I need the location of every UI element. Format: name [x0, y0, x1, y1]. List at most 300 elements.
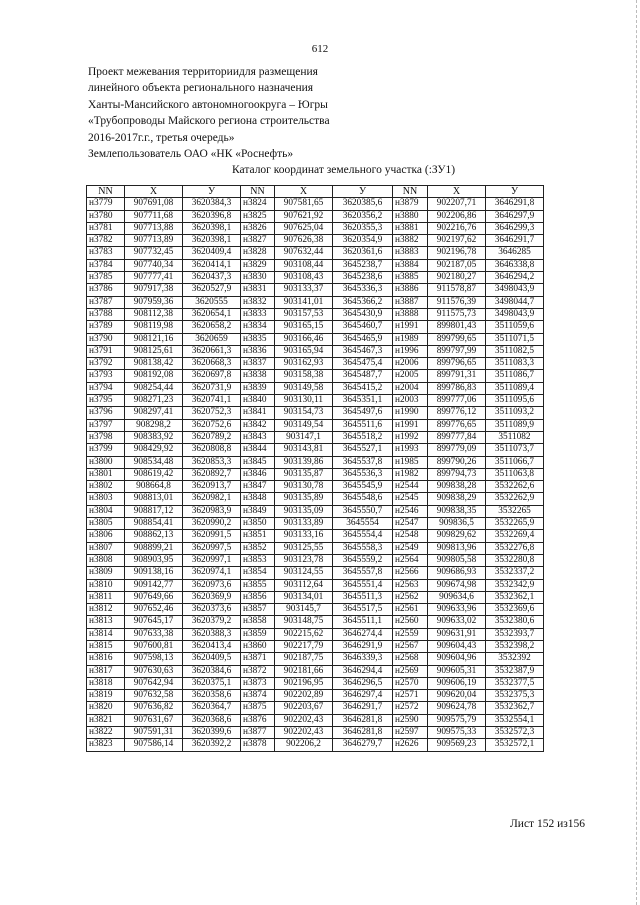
y-coordinate-cell: 3532572,1 — [486, 739, 544, 751]
x-coordinate-cell: 909634,6 — [428, 591, 486, 603]
point-id-cell: н2569 — [393, 665, 428, 677]
y-coordinate-cell: 3532369,6 — [486, 604, 544, 616]
table-row — [87, 468, 544, 480]
y-coordinate-cell: 3620658,2 — [183, 321, 241, 333]
y-coordinate-cell: 3645537,8 — [333, 456, 393, 468]
table-row — [87, 395, 544, 407]
header-line: «Трубопроводы Майского региона строительства — [88, 115, 330, 128]
table-row — [87, 579, 544, 591]
y-coordinate-cell: 3620668,3 — [183, 358, 241, 370]
x-coordinate-cell: 902206,86 — [428, 210, 486, 222]
point-id-cell: н3884 — [393, 259, 428, 271]
point-id-cell: н3779 — [87, 198, 125, 210]
x-coordinate-cell: 903145,7 — [275, 604, 333, 616]
y-coordinate-cell: 3620396,8 — [183, 210, 241, 222]
x-coordinate-cell: 909838,35 — [428, 505, 486, 517]
point-id-cell: н2548 — [393, 530, 428, 542]
table-row — [87, 567, 544, 579]
point-id-cell: н3808 — [87, 554, 125, 566]
y-coordinate-cell: 3620973,6 — [183, 579, 241, 591]
x-coordinate-cell: 907581,65 — [275, 198, 333, 210]
x-coordinate-cell: 899786,83 — [428, 382, 486, 394]
y-coordinate-cell: 3645548,6 — [333, 493, 393, 505]
point-id-cell: н2006 — [393, 358, 428, 370]
point-id-cell: н3843 — [241, 431, 275, 443]
y-coordinate-cell: 3645511,3 — [333, 591, 393, 603]
y-coordinate-cell: 3620398,1 — [183, 222, 241, 234]
y-coordinate-cell: 3620752,3 — [183, 407, 241, 419]
x-coordinate-cell: 902196,78 — [428, 247, 486, 259]
point-id-cell: н1990 — [393, 407, 428, 419]
point-id-cell: н3879 — [393, 198, 428, 210]
table-row — [87, 505, 544, 517]
x-coordinate-cell: 899790,26 — [428, 456, 486, 468]
x-coordinate-cell: 903133,89 — [275, 518, 333, 530]
y-coordinate-cell: 3646294,2 — [486, 272, 544, 284]
x-coordinate-cell: 909604,96 — [428, 653, 486, 665]
y-coordinate-cell: 3532262,6 — [486, 481, 544, 493]
point-id-cell: н3781 — [87, 222, 125, 234]
x-coordinate-cell: 909604,43 — [428, 640, 486, 652]
point-id-cell: н3833 — [241, 308, 275, 320]
point-id-cell: н2572 — [393, 702, 428, 714]
table-row — [87, 739, 544, 751]
point-id-cell: н3790 — [87, 333, 125, 345]
y-coordinate-cell: 3620997,1 — [183, 554, 241, 566]
x-coordinate-cell: 899776,12 — [428, 407, 486, 419]
y-coordinate-cell: 3511071,5 — [486, 333, 544, 345]
point-id-cell: н1991 — [393, 419, 428, 431]
x-coordinate-cell: 907642,94 — [125, 677, 183, 689]
y-coordinate-cell: 3620892,7 — [183, 468, 241, 480]
y-coordinate-cell: 3511089,9 — [486, 419, 544, 431]
x-coordinate-cell: 908429,92 — [125, 444, 183, 456]
y-coordinate-cell: 3646297,9 — [486, 210, 544, 222]
x-coordinate-cell: 908298,2 — [125, 419, 183, 431]
x-coordinate-cell: 907598,13 — [125, 653, 183, 665]
x-coordinate-cell: 902203,67 — [275, 702, 333, 714]
x-coordinate-cell: 902202,43 — [275, 727, 333, 739]
y-coordinate-cell: 3532554,1 — [486, 714, 544, 726]
point-id-cell: н3780 — [87, 210, 125, 222]
x-coordinate-cell: 911576,39 — [428, 296, 486, 308]
y-coordinate-cell: 3646281,8 — [333, 727, 393, 739]
point-id-cell: н3876 — [241, 714, 275, 726]
point-id-cell: н3789 — [87, 321, 125, 333]
y-coordinate-cell: 3620409,4 — [183, 247, 241, 259]
table-row — [87, 542, 544, 554]
point-id-cell: н3835 — [241, 333, 275, 345]
y-coordinate-cell: 3646285 — [486, 247, 544, 259]
point-id-cell: н3785 — [87, 272, 125, 284]
point-id-cell: н3856 — [241, 591, 275, 603]
point-id-cell: н3877 — [241, 727, 275, 739]
column-header: У — [333, 186, 393, 198]
point-id-cell: н2568 — [393, 653, 428, 665]
y-coordinate-cell: 3511082,5 — [486, 345, 544, 357]
x-coordinate-cell: 909631,91 — [428, 628, 486, 640]
point-id-cell: н3830 — [241, 272, 275, 284]
x-coordinate-cell: 903133,37 — [275, 284, 333, 296]
point-id-cell: н3836 — [241, 345, 275, 357]
point-id-cell: н3814 — [87, 628, 125, 640]
y-coordinate-cell: 3620913,7 — [183, 481, 241, 493]
y-coordinate-cell: 3620741,1 — [183, 395, 241, 407]
point-id-cell: н3832 — [241, 296, 275, 308]
point-id-cell: н3874 — [241, 690, 275, 702]
x-coordinate-cell: 899794,73 — [428, 468, 486, 480]
header-line: Ханты-Мансийского автономногоокруга – Югры — [88, 98, 328, 111]
y-coordinate-cell: 3645366,2 — [333, 296, 393, 308]
table-row — [87, 481, 544, 493]
coordinates-table — [86, 185, 544, 752]
y-coordinate-cell: 3645536,3 — [333, 468, 393, 480]
point-id-cell: н3809 — [87, 567, 125, 579]
point-id-cell: н3834 — [241, 321, 275, 333]
table-row — [87, 358, 544, 370]
y-coordinate-cell: 3645511,6 — [333, 419, 393, 431]
y-coordinate-cell: 3645475,4 — [333, 358, 393, 370]
x-coordinate-cell: 899777,06 — [428, 395, 486, 407]
point-id-cell: н3883 — [393, 247, 428, 259]
y-coordinate-cell: 3532377,5 — [486, 677, 544, 689]
point-id-cell: н3844 — [241, 444, 275, 456]
y-coordinate-cell: 3620392,2 — [183, 739, 241, 751]
x-coordinate-cell: 903157,53 — [275, 308, 333, 320]
y-coordinate-cell: 3532280,8 — [486, 554, 544, 566]
point-id-cell: н1989 — [393, 333, 428, 345]
x-coordinate-cell: 907652,46 — [125, 604, 183, 616]
point-id-cell: н3845 — [241, 456, 275, 468]
y-coordinate-cell: 3532265,9 — [486, 518, 544, 530]
point-id-cell: н3819 — [87, 690, 125, 702]
point-id-cell: н3848 — [241, 493, 275, 505]
point-id-cell: н2560 — [393, 616, 428, 628]
y-coordinate-cell: 3646296,5 — [333, 677, 393, 689]
point-id-cell: н3841 — [241, 407, 275, 419]
y-coordinate-cell: 3532337,2 — [486, 567, 544, 579]
x-coordinate-cell: 907645,17 — [125, 616, 183, 628]
x-coordinate-cell: 903165,94 — [275, 345, 333, 357]
x-coordinate-cell: 902187,05 — [428, 259, 486, 271]
point-id-cell: н3851 — [241, 530, 275, 542]
y-coordinate-cell: 3645559,2 — [333, 554, 393, 566]
table-row — [87, 665, 544, 677]
y-coordinate-cell: 3620361,6 — [333, 247, 393, 259]
y-coordinate-cell: 3620654,1 — [183, 308, 241, 320]
y-coordinate-cell: 3511093,2 — [486, 407, 544, 419]
x-coordinate-cell: 902207,71 — [428, 198, 486, 210]
x-coordinate-cell: 907625,04 — [275, 222, 333, 234]
table-row — [87, 518, 544, 530]
y-coordinate-cell: 3620990,2 — [183, 518, 241, 530]
x-coordinate-cell: 903125,55 — [275, 542, 333, 554]
point-id-cell: н2545 — [393, 493, 428, 505]
x-coordinate-cell: 909836,5 — [428, 518, 486, 530]
point-id-cell: н2571 — [393, 690, 428, 702]
table-row — [87, 345, 544, 357]
x-coordinate-cell: 908112,38 — [125, 308, 183, 320]
x-coordinate-cell: 899799,65 — [428, 333, 486, 345]
point-id-cell: н2547 — [393, 518, 428, 530]
x-coordinate-cell: 899779,09 — [428, 444, 486, 456]
x-coordinate-cell: 907711,68 — [125, 210, 183, 222]
y-coordinate-cell: 3645545,9 — [333, 481, 393, 493]
x-coordinate-cell: 908192,08 — [125, 370, 183, 382]
x-coordinate-cell: 902180,27 — [428, 272, 486, 284]
point-id-cell: н3840 — [241, 395, 275, 407]
y-coordinate-cell: 3532393,7 — [486, 628, 544, 640]
point-id-cell: н3811 — [87, 591, 125, 603]
x-coordinate-cell: 908817,12 — [125, 505, 183, 517]
y-coordinate-cell: 3645487,7 — [333, 370, 393, 382]
sheet-footer: Лист 152 из156 — [510, 818, 586, 830]
x-coordinate-cell: 909633,02 — [428, 616, 486, 628]
point-id-cell: н3839 — [241, 382, 275, 394]
x-coordinate-cell: 903149,54 — [275, 419, 333, 431]
point-id-cell: н2597 — [393, 727, 428, 739]
point-id-cell: н3822 — [87, 727, 125, 739]
y-coordinate-cell: 3645511,1 — [333, 616, 393, 628]
point-id-cell: н1996 — [393, 345, 428, 357]
table-row — [87, 407, 544, 419]
y-coordinate-cell: 3645550,7 — [333, 505, 393, 517]
point-id-cell: н3831 — [241, 284, 275, 296]
point-id-cell: н3837 — [241, 358, 275, 370]
x-coordinate-cell: 909686,93 — [428, 567, 486, 579]
table-row — [87, 222, 544, 234]
x-coordinate-cell: 909138,16 — [125, 567, 183, 579]
point-id-cell: н3820 — [87, 702, 125, 714]
x-coordinate-cell: 908619,42 — [125, 468, 183, 480]
point-id-cell: н3850 — [241, 518, 275, 530]
y-coordinate-cell: 3645558,3 — [333, 542, 393, 554]
table-row — [87, 493, 544, 505]
x-coordinate-cell: 903154,73 — [275, 407, 333, 419]
x-coordinate-cell: 907633,38 — [125, 628, 183, 640]
x-coordinate-cell: 907631,67 — [125, 714, 183, 726]
table-row — [87, 714, 544, 726]
point-id-cell: н3859 — [241, 628, 275, 640]
x-coordinate-cell: 903147,1 — [275, 431, 333, 443]
x-coordinate-cell: 909575,33 — [428, 727, 486, 739]
point-id-cell: н3823 — [87, 739, 125, 751]
x-coordinate-cell: 909569,23 — [428, 739, 486, 751]
point-id-cell: н3786 — [87, 284, 125, 296]
point-id-cell: н3858 — [241, 616, 275, 628]
x-coordinate-cell: 909838,28 — [428, 481, 486, 493]
point-id-cell: н3871 — [241, 653, 275, 665]
point-id-cell: н2566 — [393, 567, 428, 579]
column-header: NN — [87, 186, 125, 198]
x-coordinate-cell: 908903,95 — [125, 554, 183, 566]
table-row — [87, 210, 544, 222]
point-id-cell: н3838 — [241, 370, 275, 382]
x-coordinate-cell: 903133,16 — [275, 530, 333, 542]
header-line: Землепользователь ОАО «НК «Роснефть» — [88, 148, 294, 161]
y-coordinate-cell: 3620789,2 — [183, 431, 241, 443]
table-row — [87, 530, 544, 542]
y-coordinate-cell: 3645238,7 — [333, 259, 393, 271]
x-coordinate-cell: 902197,62 — [428, 235, 486, 247]
y-coordinate-cell: 3620555 — [183, 296, 241, 308]
x-coordinate-cell: 899796,65 — [428, 358, 486, 370]
y-coordinate-cell: 3620409,5 — [183, 653, 241, 665]
x-coordinate-cell: 909805,58 — [428, 554, 486, 566]
y-coordinate-cell: 3645460,7 — [333, 321, 393, 333]
point-id-cell: н3826 — [241, 222, 275, 234]
x-coordinate-cell: 907636,82 — [125, 702, 183, 714]
x-coordinate-cell: 908899,21 — [125, 542, 183, 554]
point-id-cell: н3847 — [241, 481, 275, 493]
point-id-cell: н3855 — [241, 579, 275, 591]
x-coordinate-cell: 903108,44 — [275, 259, 333, 271]
x-coordinate-cell: 908534,48 — [125, 456, 183, 468]
y-coordinate-cell: 3532269,4 — [486, 530, 544, 542]
column-header: NN — [241, 186, 275, 198]
y-coordinate-cell: 3645351,1 — [333, 395, 393, 407]
point-id-cell: н2004 — [393, 382, 428, 394]
point-id-cell: н3794 — [87, 382, 125, 394]
point-id-cell: н3886 — [393, 284, 428, 296]
column-header: У — [486, 186, 544, 198]
x-coordinate-cell: 903165,15 — [275, 321, 333, 333]
header-line: линейного объекта регионального назначения — [88, 82, 314, 95]
y-coordinate-cell: 3620354,9 — [333, 235, 393, 247]
point-id-cell: н3824 — [241, 198, 275, 210]
header-line: 2016-2017г.г., третья очередь» — [88, 131, 235, 144]
point-id-cell: н2570 — [393, 677, 428, 689]
x-coordinate-cell: 902202,43 — [275, 714, 333, 726]
column-header: X — [428, 186, 486, 198]
table-row — [87, 444, 544, 456]
point-id-cell: н3805 — [87, 518, 125, 530]
point-id-cell: н3795 — [87, 395, 125, 407]
point-id-cell: н3802 — [87, 481, 125, 493]
y-coordinate-cell: 3620384,6 — [183, 665, 241, 677]
point-id-cell: н3881 — [393, 222, 428, 234]
y-coordinate-cell: 3620982,1 — [183, 493, 241, 505]
x-coordinate-cell: 907959,36 — [125, 296, 183, 308]
x-coordinate-cell: 899776,65 — [428, 419, 486, 431]
y-coordinate-cell: 3532387,9 — [486, 665, 544, 677]
x-coordinate-cell: 909829,62 — [428, 530, 486, 542]
y-coordinate-cell: 3511066,7 — [486, 456, 544, 468]
x-coordinate-cell: 903135,89 — [275, 493, 333, 505]
x-coordinate-cell: 902187,75 — [275, 653, 333, 665]
table-row — [87, 321, 544, 333]
x-coordinate-cell: 908383,92 — [125, 431, 183, 443]
y-coordinate-cell: 3620364,7 — [183, 702, 241, 714]
x-coordinate-cell: 903135,09 — [275, 505, 333, 517]
table-row — [87, 296, 544, 308]
point-id-cell: н2546 — [393, 505, 428, 517]
x-coordinate-cell: 903134,01 — [275, 591, 333, 603]
y-coordinate-cell: 3511082 — [486, 431, 544, 443]
point-id-cell: н2005 — [393, 370, 428, 382]
x-coordinate-cell: 903166,46 — [275, 333, 333, 345]
y-coordinate-cell: 3620983,9 — [183, 505, 241, 517]
point-id-cell: н3842 — [241, 419, 275, 431]
x-coordinate-cell: 908297,41 — [125, 407, 183, 419]
point-id-cell: н3793 — [87, 370, 125, 382]
point-id-cell: н3810 — [87, 579, 125, 591]
point-id-cell: н2564 — [393, 554, 428, 566]
point-id-cell: н3792 — [87, 358, 125, 370]
x-coordinate-cell: 909575,79 — [428, 714, 486, 726]
x-coordinate-cell: 907630,63 — [125, 665, 183, 677]
point-id-cell: н3813 — [87, 616, 125, 628]
x-coordinate-cell: 907626,38 — [275, 235, 333, 247]
x-coordinate-cell: 907632,58 — [125, 690, 183, 702]
y-coordinate-cell: 3620399,6 — [183, 727, 241, 739]
point-id-cell: н2559 — [393, 628, 428, 640]
x-coordinate-cell: 903139,86 — [275, 456, 333, 468]
table-row — [87, 198, 544, 210]
y-coordinate-cell: 3646299,3 — [486, 222, 544, 234]
y-coordinate-cell: 3532362,7 — [486, 702, 544, 714]
y-coordinate-cell: 3620413,4 — [183, 640, 241, 652]
x-coordinate-cell: 903130,78 — [275, 481, 333, 493]
y-coordinate-cell: 3620974,1 — [183, 567, 241, 579]
x-coordinate-cell: 902206,2 — [275, 739, 333, 751]
x-coordinate-cell: 903148,75 — [275, 616, 333, 628]
x-coordinate-cell: 902216,76 — [428, 222, 486, 234]
table-row — [87, 259, 544, 271]
point-id-cell: н3818 — [87, 677, 125, 689]
y-coordinate-cell: 3620991,5 — [183, 530, 241, 542]
y-coordinate-cell: 3646291,9 — [333, 640, 393, 652]
table-row — [87, 272, 544, 284]
point-id-cell: н1985 — [393, 456, 428, 468]
point-id-cell: н3803 — [87, 493, 125, 505]
y-coordinate-cell: 3620368,6 — [183, 714, 241, 726]
x-coordinate-cell: 908121,16 — [125, 333, 183, 345]
y-coordinate-cell: 3511095,6 — [486, 395, 544, 407]
page-number: 612 — [311, 43, 329, 55]
table-row — [87, 308, 544, 320]
x-coordinate-cell: 908862,13 — [125, 530, 183, 542]
point-id-cell: н3817 — [87, 665, 125, 677]
table-row — [87, 554, 544, 566]
x-coordinate-cell: 903158,38 — [275, 370, 333, 382]
y-coordinate-cell: 3532362,1 — [486, 591, 544, 603]
y-coordinate-cell: 3532265 — [486, 505, 544, 517]
x-coordinate-cell: 903141,01 — [275, 296, 333, 308]
point-id-cell: н3784 — [87, 259, 125, 271]
point-id-cell: н2626 — [393, 739, 428, 751]
x-coordinate-cell: 903130,11 — [275, 395, 333, 407]
table-row — [87, 702, 544, 714]
point-id-cell: н2562 — [393, 591, 428, 603]
x-coordinate-cell: 907777,41 — [125, 272, 183, 284]
y-coordinate-cell: 3620369,9 — [183, 591, 241, 603]
x-coordinate-cell: 909624,78 — [428, 702, 486, 714]
y-coordinate-cell: 3620697,8 — [183, 370, 241, 382]
x-coordinate-cell: 907600,81 — [125, 640, 183, 652]
point-id-cell: н3782 — [87, 235, 125, 247]
y-coordinate-cell: 3646339,3 — [333, 653, 393, 665]
x-coordinate-cell: 907586,14 — [125, 739, 183, 751]
y-coordinate-cell: 3646294,4 — [333, 665, 393, 677]
column-header: X — [125, 186, 183, 198]
point-id-cell: н3860 — [241, 640, 275, 652]
point-id-cell: н3799 — [87, 444, 125, 456]
point-id-cell: н3872 — [241, 665, 275, 677]
table-row — [87, 690, 544, 702]
x-coordinate-cell: 907691,08 — [125, 198, 183, 210]
y-coordinate-cell: 3498044,7 — [486, 296, 544, 308]
